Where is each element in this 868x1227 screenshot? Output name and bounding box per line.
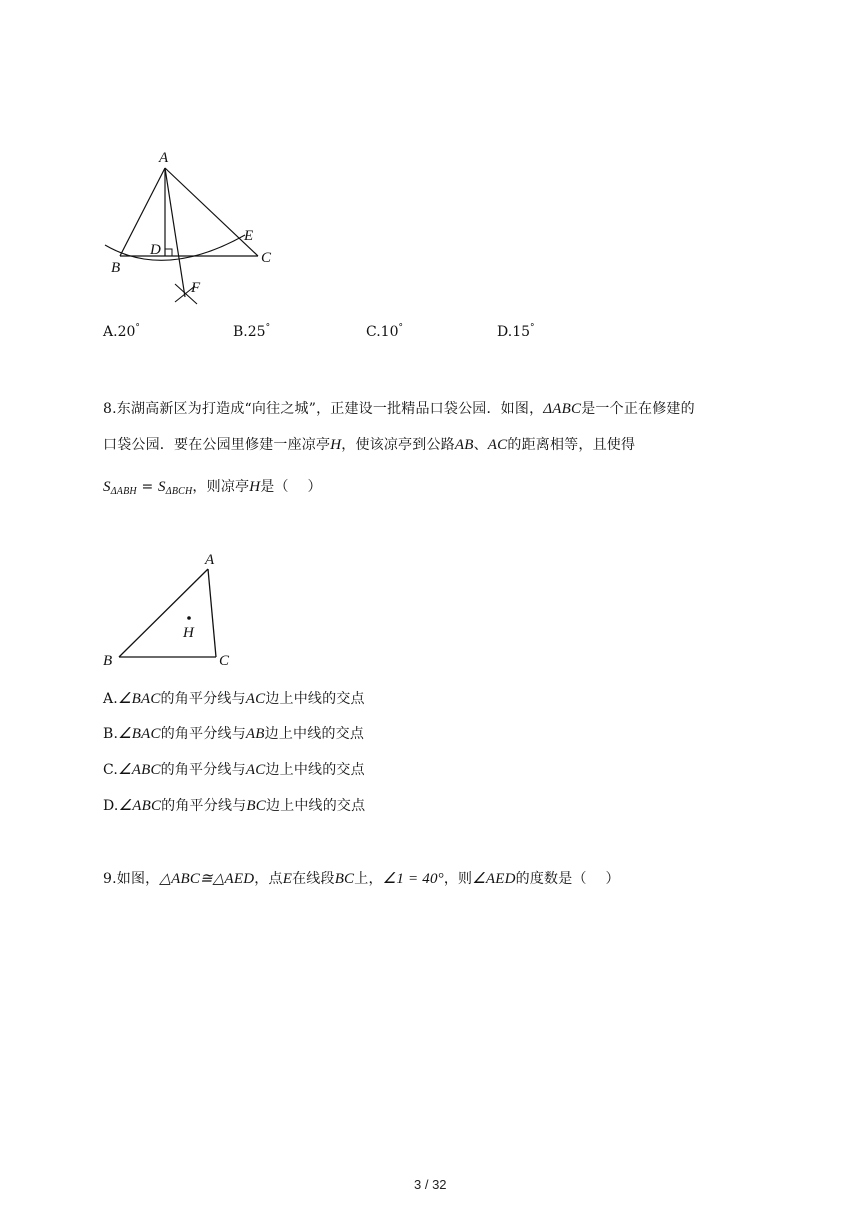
label-E: E [244,228,254,244]
q9-text: 的度数是（ ） [515,871,620,887]
label-B: B [103,653,113,669]
option-value: 15 [512,324,531,340]
var-BC: BC [334,871,355,887]
angle: ∠BAC [117,691,161,707]
option-text: 的角平分线与 [160,691,246,707]
segment-AB [119,569,208,657]
q8-option-a[interactable] [103,688,365,708]
label-D: D [150,242,161,258]
option-text: 边上中线的交点 [265,691,365,707]
label-F: F [191,280,201,296]
angle: ∠BAC [118,726,161,742]
degree-sign: ° [398,323,403,333]
q8-option-b[interactable] [103,723,364,743]
option-text: 的角平分线与 [160,762,246,778]
q8-line-2 [103,434,635,454]
q9-text: 9.如图， [103,871,160,887]
option-value: 25 [247,324,266,340]
degree-sign: ° [265,323,271,333]
q8-text: ，使该凉亭到公路 [341,437,455,453]
q8-text: 是（ ） [260,479,322,495]
q7-option-a[interactable] [103,323,140,340]
q9-text: ，点 [254,871,283,887]
point-H [187,616,191,620]
q7-option-c[interactable] [366,323,403,340]
option-text: 的角平分线与 [160,726,246,742]
q8-option-d[interactable] [103,795,365,815]
side: AB [245,726,265,742]
q8-text: 是一个正在修建的 [581,401,695,417]
option-letter: D. [497,324,513,340]
equals-sign: = [136,479,159,495]
q9-text: 上， [354,871,383,887]
option-text: 边上中线的交点 [264,726,365,742]
segment-AC [208,569,216,657]
q9-text: ，则 [443,871,473,887]
figure-1-triangle-construction [95,140,285,310]
option-letter: B. [103,726,119,742]
option-text: 边上中线的交点 [265,798,366,814]
q8-text: 口袋公园．要在公园里修建一座凉亭 [103,437,331,453]
label-A: A [205,552,215,568]
angle-aed: ∠AED [472,871,516,887]
option-letter: C. [366,324,381,340]
q9-question [103,868,620,888]
var-H: H [249,479,261,495]
q7-option-d[interactable] [497,323,535,340]
page-number: 3 / 32 [414,1177,447,1192]
option-letter: A. [103,324,118,340]
q8-text: 的距离相等，且使得 [507,437,636,453]
side: AC [245,691,266,707]
label-C: C [261,250,272,266]
q8-option-c[interactable] [103,759,365,779]
angle-1-value: ∠1 = 40° [382,871,444,887]
degree-sign: ° [530,323,535,333]
option-value: 10 [380,324,399,340]
var-E: E [282,871,293,887]
area-symbol: S [158,479,166,495]
var-AB: AB [454,437,474,453]
side: AC [245,762,266,778]
q8-text: 、 [473,437,488,453]
area-subscript: ΔABH [110,486,137,497]
q8-line-1 [103,398,695,418]
var-H: H [330,437,342,453]
option-text: 的角平分线与 [161,798,247,814]
var-AC: AC [487,437,508,453]
option-letter: A. [103,691,118,707]
label-B: B [111,260,121,276]
label-A: A [159,150,169,166]
area-subscript: ΔBCH [165,486,193,497]
congruence-statement: △ABC≅△AED [159,871,255,887]
q8-text: 8.东湖高新区为打造成“向往之城”，正建设一批精品口袋公园．如图， [103,401,544,417]
right-angle-mark [165,249,172,256]
angle: ∠ABC [118,762,161,778]
segment-AF [165,168,185,297]
q9-text: 在线段 [292,871,335,887]
option-letter: C. [103,762,119,778]
side: BC [246,798,266,814]
label-H: H [183,625,194,641]
figure-2-triangle-abc [95,545,245,675]
option-letter: D. [103,798,119,814]
q7-option-b[interactable] [233,323,270,340]
option-text: 边上中线的交点 [265,762,365,778]
q8-text: ，则凉亭 [192,479,250,495]
angle: ∠ABC [118,798,162,814]
triangle-abc: ΔABC [543,401,582,417]
label-C: C [219,653,230,669]
option-letter: B. [233,324,248,340]
degree-sign: ° [135,323,140,333]
option-value: 20 [117,324,136,340]
area-symbol: S [103,479,111,495]
q8-line-3 [103,476,322,497]
